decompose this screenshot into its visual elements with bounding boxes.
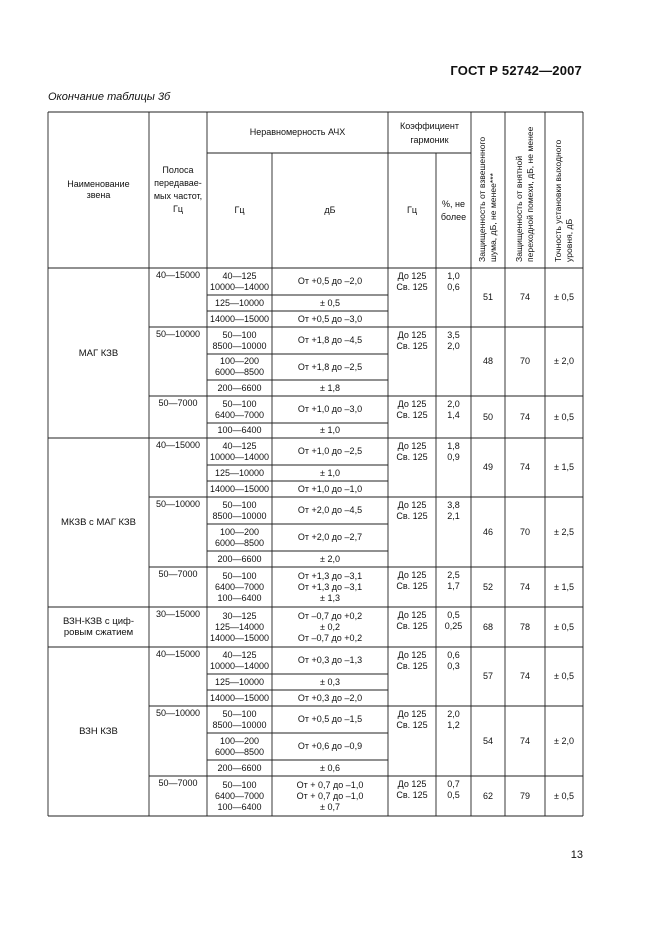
cell-harm-hz (388, 649, 436, 673)
cell-band (149, 438, 207, 452)
cell-ahx-hz-text: 6400—7000 (214, 409, 265, 420)
cell-prot-crosstalk-text: 79 (519, 790, 530, 801)
cell-accuracy-text: ± 0,5 (554, 292, 574, 302)
cell-harm-hz-text: Св. 125 (396, 720, 428, 730)
cell-ahx-hz-text: 200—6600 (217, 553, 262, 564)
cell-group-name (48, 647, 149, 816)
cell-prot-crosstalk-text: 74 (519, 292, 530, 302)
header-harm-hz-text: Гц (406, 205, 418, 215)
cell-group-name-text: ВЗН КЗВ (79, 726, 118, 737)
cell-accuracy (545, 396, 583, 438)
cell-ahx-hz (207, 674, 272, 690)
cell-harm-hz-text: Св. 125 (396, 790, 428, 800)
cell-ahx-hz (207, 423, 272, 438)
header-harm-text: гармоник (410, 134, 449, 145)
cell-prot-crosstalk (505, 396, 545, 438)
cell-group-name-text: МАГ КЗВ (78, 347, 119, 359)
cell-ahx-hz (207, 690, 272, 706)
cell-ahx-hz-text: 6000—8500 (214, 367, 265, 377)
cell-prot-crosstalk (505, 567, 545, 607)
cell-prot-weighted (471, 268, 505, 327)
cell-ahx-db (272, 674, 388, 690)
cell-ahx-hz-text: 6000—8500 (214, 537, 265, 548)
cell-band (149, 327, 207, 341)
cell-prot-crosstalk-text: 74 (519, 735, 530, 746)
cell-ahx-db-text: ± 0,7 (320, 801, 340, 812)
cell-band (149, 776, 207, 790)
document-title: ГОСТ Р 52742—2007 (450, 63, 582, 78)
header-name-text: Наименование звена (67, 179, 130, 200)
header-prot-crosstalk-line: переходной помехи, дБ, не менее (524, 126, 535, 262)
cell-harm-pct-text: 0,6 (447, 650, 460, 660)
cell-prot-weighted-text: 52 (482, 581, 493, 592)
cell-harm-hz (388, 440, 436, 464)
header-harm-text: Коэффициент (400, 120, 459, 131)
header-prot-weighted-line: Защищенность от взвешенного (477, 136, 487, 262)
cell-prot-crosstalk-text: 74 (519, 671, 530, 681)
cell-accuracy (545, 268, 583, 327)
cell-ahx-db-text: ± 2,0 (320, 553, 340, 564)
cell-ahx-hz (207, 481, 272, 497)
table-caption: Окончание таблицы 3б (48, 91, 171, 103)
cell-harm-hz-text: Св. 125 (396, 621, 428, 631)
header-ahx-hz-text: Гц (234, 205, 245, 215)
cell-band (149, 647, 207, 661)
cell-band-text: 40—15000 (155, 439, 201, 450)
cell-ahx-hz-text: 8500—10000 (212, 719, 267, 730)
cell-harm-hz (388, 609, 436, 633)
cell-ahx-db (272, 706, 388, 733)
cell-ahx-db-text: От +2,0 до –4,5 (297, 505, 363, 515)
cell-prot-crosstalk (505, 706, 545, 776)
cell-harm-pct-text: 0,5 (447, 610, 460, 620)
header-prot-weighted-line: шума, дБ, не менее*** (487, 173, 498, 262)
cell-ahx-hz-text: 40—125 (222, 649, 257, 660)
cell-ahx-hz (207, 567, 272, 607)
cell-ahx-db-text: От +0,3 до –1,3 (297, 655, 363, 665)
cell-prot-weighted (471, 607, 505, 647)
cell-prot-crosstalk (505, 327, 545, 396)
cell-ahx-db (272, 354, 388, 380)
cell-prot-weighted-text: 68 (482, 621, 493, 632)
cell-band (149, 396, 207, 410)
cell-ahx-hz-text: 14000—15000 (209, 632, 270, 643)
cell-ahx-db-text: От +1,8 до –4,5 (297, 335, 363, 345)
header-accuracy-line: уровня, дБ (563, 218, 574, 262)
cell-ahx-db-text: От +1,3 до –3,1 (297, 581, 363, 592)
header-ahx-db (272, 153, 388, 268)
cell-ahx-db (272, 295, 388, 311)
cell-ahx-db-text: От +1,0 до –3,0 (297, 404, 363, 414)
header-harm-hz (388, 153, 436, 268)
cell-harm-hz (388, 708, 436, 732)
cell-accuracy (545, 567, 583, 607)
cell-harm-hz-text: Св. 125 (396, 661, 428, 671)
cell-harm-hz (388, 329, 436, 353)
cell-ahx-db (272, 551, 388, 567)
cell-ahx-hz-text: 100—200 (219, 526, 260, 537)
cell-harm-pct-text: 1,0 (447, 271, 460, 281)
cell-harm-pct (436, 649, 471, 673)
cell-prot-crosstalk-text: 70 (519, 356, 530, 366)
cell-harm-pct-text: 0,7 (447, 779, 460, 789)
cell-ahx-db-text: От +0,5 до –3,0 (297, 313, 363, 324)
cell-band-text: 50—7000 (158, 568, 198, 579)
cell-ahx-db (272, 438, 388, 465)
cell-ahx-hz-text: 10000—14000 (209, 451, 270, 462)
cell-ahx-db (272, 268, 388, 295)
cell-harm-pct-text: 2,0 (447, 709, 460, 719)
cell-prot-weighted (471, 438, 505, 497)
cell-ahx-hz-text: 10000—14000 (209, 660, 270, 671)
cell-ahx-hz-text: 100—200 (219, 735, 260, 746)
cell-ahx-db-text: ± 1,0 (320, 467, 340, 478)
header-band-text: Гц (172, 204, 184, 214)
cell-prot-crosstalk (505, 438, 545, 497)
cell-ahx-hz (207, 733, 272, 760)
cell-harm-hz-text: Св. 125 (396, 511, 428, 521)
cell-prot-weighted-text: 57 (482, 671, 493, 681)
cell-ahx-db-text: От +0,5 до –1,5 (297, 714, 363, 724)
cell-ahx-db (272, 607, 388, 647)
cell-harm-pct-text: 0,5 (447, 790, 460, 800)
cell-prot-crosstalk (505, 647, 545, 706)
cell-ahx-hz-text: 125—14000 (214, 621, 265, 632)
cell-harm-pct-text: 1,8 (447, 441, 460, 451)
cell-ahx-db (272, 380, 388, 396)
cell-harm-hz-text: Св. 125 (396, 581, 428, 591)
cell-ahx-db-text: ± 1,3 (320, 592, 340, 603)
cell-ahx-db-text: ± 1,0 (320, 425, 340, 435)
cell-harm-pct (436, 270, 471, 294)
cell-ahx-hz-text: 10000—14000 (209, 281, 270, 292)
header-harm-pct (436, 153, 471, 268)
cell-accuracy-text: ± 1,5 (554, 462, 574, 472)
cell-harm-pct-text: 0,6 (447, 282, 460, 292)
cell-ahx-db-text: От –0,7 до +0,2 (297, 632, 363, 643)
cell-prot-weighted (471, 647, 505, 706)
cell-ahx-hz (207, 380, 272, 396)
cell-accuracy-text: ± 0,5 (554, 411, 574, 422)
header-harm-pct-text: %, не (442, 198, 465, 209)
cell-harm-hz-text: До 125 (397, 441, 427, 451)
cell-prot-weighted (471, 776, 505, 816)
cell-ahx-db (272, 647, 388, 674)
cell-prot-weighted (471, 327, 505, 396)
cell-ahx-db-text: ± 0,3 (320, 676, 340, 687)
cell-ahx-db-text: От +0,5 до –2,0 (297, 276, 363, 286)
cell-ahx-hz-text: 40—125 (222, 270, 257, 281)
cell-prot-crosstalk-text: 70 (519, 526, 530, 537)
cell-prot-weighted-text: 46 (482, 526, 493, 537)
header-prot-crosstalk-line: Защищенность от внятной (514, 155, 524, 262)
cell-prot-weighted (471, 396, 505, 438)
header-harm (388, 112, 471, 153)
cell-ahx-hz-text: 125—10000 (214, 297, 265, 308)
cell-ahx-hz (207, 354, 272, 380)
cell-ahx-db (272, 524, 388, 551)
cell-ahx-hz (207, 776, 272, 816)
cell-ahx-db (272, 465, 388, 481)
cell-ahx-hz (207, 327, 272, 354)
cell-ahx-hz (207, 295, 272, 311)
cell-harm-pct (436, 440, 471, 464)
cell-ahx-db-text: ± 1,8 (320, 382, 340, 393)
cell-ahx-hz (207, 465, 272, 481)
cell-ahx-db-text: ± 0,6 (320, 762, 340, 773)
cell-prot-weighted-text: 62 (482, 790, 493, 801)
cell-ahx-hz-text: 200—6600 (217, 382, 262, 393)
cell-harm-hz-text: Св. 125 (396, 410, 428, 420)
cell-ahx-db (272, 396, 388, 423)
cell-group-name-text: ровым сжатием (63, 627, 134, 638)
cell-accuracy-text: ± 2,0 (554, 356, 574, 366)
cell-ahx-db (272, 327, 388, 354)
cell-harm-hz-text: До 125 (397, 330, 427, 340)
header-ahx-hz (207, 153, 272, 268)
cell-accuracy-text: ± 0,5 (554, 790, 574, 801)
cell-ahx-hz-text: 50—100 (222, 708, 257, 719)
cell-ahx-db (272, 497, 388, 524)
cell-harm-pct-text: 1,4 (447, 410, 460, 420)
cell-prot-crosstalk-text: 74 (519, 581, 530, 592)
cell-prot-crosstalk-text: 74 (519, 411, 530, 422)
cell-ahx-db-text: От + 0,7 до –1,0 (296, 790, 364, 801)
cell-ahx-hz-text: 8500—10000 (212, 340, 267, 351)
cell-harm-pct-text: 1,7 (447, 581, 460, 591)
cell-harm-hz (388, 569, 436, 593)
cell-ahx-db-text: От +1,8 до –2,5 (297, 361, 363, 372)
header-accuracy-line: Точность установки выходного (553, 139, 563, 262)
cell-group-name (48, 607, 149, 647)
header-ahx-db-text: дБ (324, 205, 336, 215)
cell-prot-weighted (471, 706, 505, 776)
cell-ahx-db (272, 760, 388, 776)
cell-ahx-hz-text: 8500—10000 (212, 510, 267, 521)
cell-harm-pct-text: 0,25 (444, 621, 463, 631)
cell-harm-hz (388, 270, 436, 294)
cell-harm-hz-text: До 125 (397, 650, 427, 660)
cell-prot-weighted (471, 497, 505, 567)
cell-ahx-hz-text: 50—100 (222, 499, 257, 510)
header-band-text: Полоса (162, 165, 194, 175)
cell-harm-hz-text: До 125 (397, 500, 427, 510)
cell-ahx-hz (207, 607, 272, 647)
cell-harm-pct-text: 2,0 (447, 399, 460, 409)
cell-ahx-hz-text: 14000—15000 (209, 313, 270, 324)
cell-band-text: 30—15000 (155, 608, 201, 619)
cell-ahx-hz-text: 14000—15000 (209, 483, 270, 494)
cell-accuracy (545, 647, 583, 706)
cell-harm-pct-text: 2,1 (447, 511, 460, 521)
cell-harm-hz-text: До 125 (397, 709, 427, 719)
cell-harm-hz (388, 778, 436, 802)
cell-ahx-db-text: От +1,3 до –3,1 (297, 570, 363, 581)
header-harm-pct-text: более (440, 211, 467, 222)
cell-ahx-hz-text: 200—6600 (217, 762, 262, 773)
cell-harm-hz-text: До 125 (397, 610, 427, 620)
header-band-text: передавае- (154, 178, 202, 188)
cell-harm-pct-text: 2,5 (447, 570, 460, 580)
header-band (149, 112, 207, 268)
cell-band-text: 40—15000 (155, 269, 201, 280)
cell-harm-pct (436, 609, 471, 633)
cell-ahx-db-text: От +2,0 до –2,7 (297, 532, 363, 542)
cell-harm-pct (436, 778, 471, 802)
cell-prot-crosstalk (505, 268, 545, 327)
cell-ahx-hz (207, 311, 272, 327)
cell-ahx-hz (207, 551, 272, 567)
cell-harm-hz-text: До 125 (397, 271, 427, 281)
cell-harm-hz (388, 398, 436, 422)
cell-group-name (48, 438, 149, 607)
cell-band (149, 497, 207, 511)
cell-ahx-db-text: От +0,6 до –0,9 (297, 741, 363, 751)
cell-accuracy (545, 327, 583, 396)
cell-harm-hz-text: Св. 125 (396, 341, 428, 351)
cell-prot-weighted-text: 54 (482, 735, 493, 746)
cell-ahx-hz (207, 647, 272, 674)
cell-harm-pct (436, 499, 471, 523)
cell-ahx-db-text: От + 0,7 до –1,0 (296, 779, 364, 790)
cell-prot-weighted (471, 567, 505, 607)
cell-prot-crosstalk (505, 497, 545, 567)
cell-harm-hz-text: Св. 125 (396, 452, 428, 462)
cell-accuracy (545, 776, 583, 816)
cell-accuracy (545, 438, 583, 497)
cell-ahx-hz-text: 50—100 (222, 398, 257, 409)
cell-prot-crosstalk (505, 776, 545, 816)
cell-ahx-hz-text: 100—200 (219, 356, 260, 366)
cell-ahx-db (272, 423, 388, 438)
cell-prot-crosstalk-text: 74 (519, 462, 530, 472)
cell-accuracy-text: ± 1,5 (554, 581, 574, 592)
cell-ahx-hz-text: 50—100 (222, 779, 257, 790)
cell-ahx-hz-text: 6400—7000 (214, 581, 265, 592)
cell-ahx-db (272, 776, 388, 816)
cell-prot-crosstalk-text: 78 (519, 621, 530, 632)
cell-ahx-db (272, 690, 388, 706)
cell-ahx-hz (207, 760, 272, 776)
cell-ahx-hz-text: 100—6400 (217, 801, 262, 812)
cell-band-text: 50—10000 (155, 328, 201, 339)
cell-ahx-hz-text: 100—6400 (217, 592, 262, 603)
cell-ahx-db-text: От +0,3 до –2,0 (297, 692, 363, 703)
header-ahx-text: Неравномерность АЧХ (249, 127, 346, 137)
cell-ahx-hz-text: 40—125 (222, 440, 257, 451)
cell-ahx-hz (207, 497, 272, 524)
cell-prot-weighted-text: 51 (482, 292, 493, 302)
cell-ahx-hz (207, 268, 272, 295)
cell-ahx-db-text: От –0,7 до +0,2 (297, 610, 363, 621)
cell-ahx-hz (207, 706, 272, 733)
header-ahx (207, 112, 388, 153)
cell-band (149, 607, 207, 621)
cell-band (149, 706, 207, 720)
cell-group-name-text: ВЗН-КЗВ с циф- (62, 616, 135, 627)
cell-harm-pct-text: 1,2 (447, 720, 460, 730)
cell-prot-weighted-text: 50 (482, 411, 493, 422)
header-band-text: мых частот, (153, 191, 203, 201)
cell-harm-pct-text: 3,5 (447, 330, 460, 340)
cell-ahx-hz-text: 14000—15000 (209, 692, 270, 703)
cell-harm-hz-text: Св. 125 (396, 282, 428, 292)
cell-harm-pct (436, 569, 471, 593)
cell-harm-pct-text: 0,9 (447, 452, 460, 462)
cell-band-text: 50—7000 (158, 397, 198, 408)
cell-ahx-db-text: От +1,0 до –1,0 (297, 483, 363, 494)
cell-harm-hz (388, 499, 436, 523)
cell-ahx-db-text: ± 0,5 (320, 297, 340, 308)
cell-band-text: 50—7000 (158, 777, 198, 788)
cell-accuracy-text: ± 2,5 (554, 526, 574, 537)
cell-harm-pct-text: 3,8 (447, 500, 460, 510)
cell-ahx-db (272, 733, 388, 760)
cell-band-text: 40—15000 (155, 648, 201, 659)
cell-ahx-hz-text: 6400—7000 (214, 790, 265, 801)
cell-ahx-db (272, 567, 388, 607)
page-number: 13 (570, 849, 583, 861)
cell-ahx-db (272, 311, 388, 327)
cell-ahx-hz-text: 50—100 (222, 329, 257, 340)
cell-harm-pct (436, 329, 471, 353)
cell-band-text: 50—10000 (155, 707, 201, 718)
cell-ahx-hz (207, 524, 272, 551)
cell-accuracy-text: ± 0,5 (554, 671, 574, 681)
cell-band (149, 567, 207, 581)
cell-harm-pct-text: 2,0 (447, 341, 460, 351)
cell-group-name (48, 268, 149, 438)
cell-ahx-hz-text: 125—10000 (214, 676, 265, 687)
cell-prot-weighted-text: 49 (482, 462, 493, 472)
cell-ahx-db-text: От +1,0 до –2,5 (297, 446, 363, 456)
cell-ahx-hz-text: 125—10000 (214, 467, 265, 478)
cell-prot-weighted-text: 48 (482, 356, 493, 366)
cell-ahx-hz-text: 50—100 (222, 570, 257, 581)
cell-accuracy (545, 497, 583, 567)
cell-prot-crosstalk (505, 607, 545, 647)
cell-band-text: 50—10000 (155, 498, 201, 509)
cell-ahx-db (272, 481, 388, 497)
cell-harm-pct (436, 708, 471, 732)
cell-accuracy-text: ± 0,5 (554, 621, 574, 632)
cell-ahx-hz-text: 100—6400 (217, 425, 262, 435)
cell-ahx-hz (207, 438, 272, 465)
cell-ahx-db-text: ± 0,2 (320, 621, 340, 632)
cell-harm-hz-text: До 125 (397, 779, 427, 789)
cell-harm-pct-text: 0,3 (447, 661, 460, 671)
cell-ahx-hz-text: 6000—8500 (214, 746, 265, 757)
cell-accuracy-text: ± 2,0 (554, 735, 574, 746)
cell-band (149, 268, 207, 282)
cell-ahx-hz-text: 30—125 (222, 610, 257, 621)
cell-accuracy (545, 607, 583, 647)
cell-harm-pct (436, 398, 471, 422)
header-name (48, 112, 149, 268)
cell-accuracy (545, 706, 583, 776)
cell-ahx-hz (207, 396, 272, 423)
cell-harm-hz-text: До 125 (397, 570, 427, 580)
cell-group-name-text: МКЗВ с МАГ КЗВ (61, 517, 136, 528)
cell-harm-hz-text: До 125 (397, 399, 427, 409)
